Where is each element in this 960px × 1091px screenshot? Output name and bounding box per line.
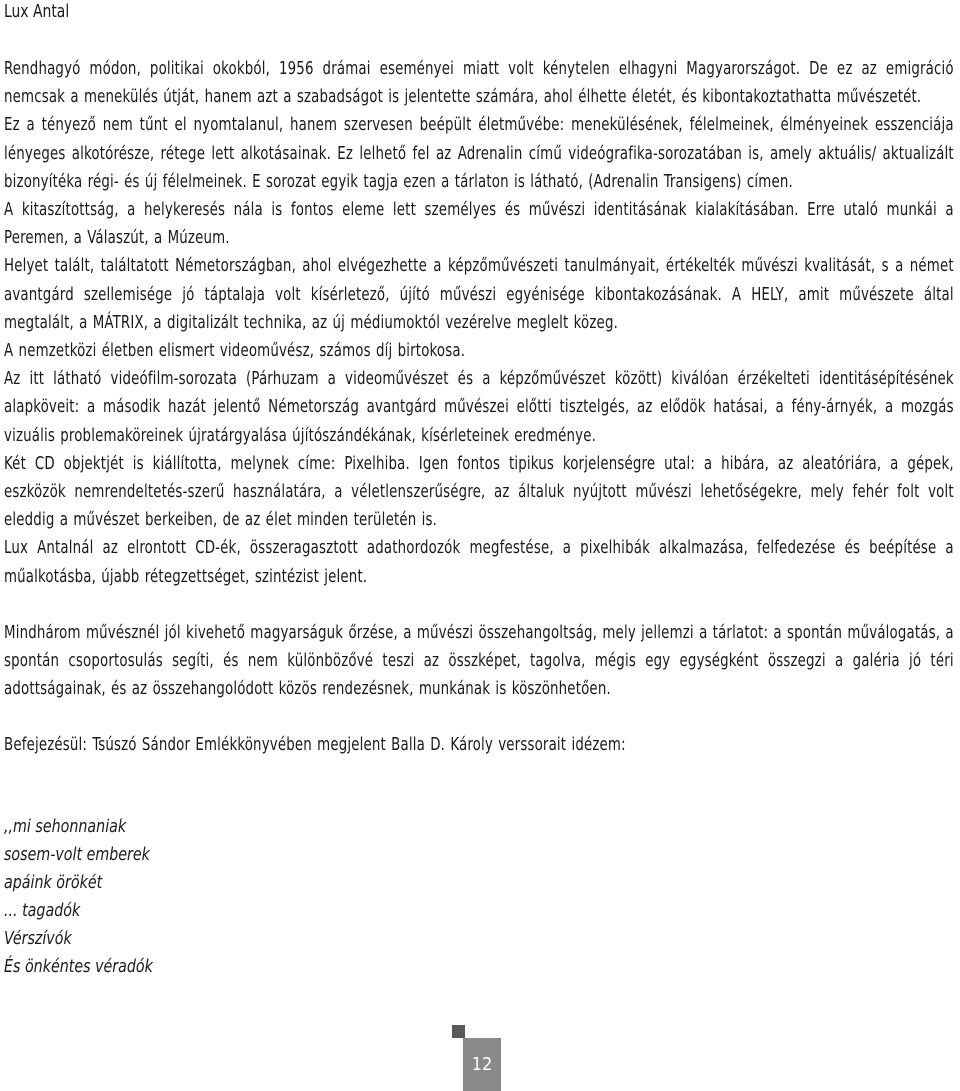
poem-line: ... tagadók [4, 900, 81, 921]
page-number: 12 [463, 1038, 501, 1091]
poem-quote [4, 813, 153, 981]
page-number-accent [452, 1025, 465, 1038]
spacer [4, 703, 954, 731]
closing-paragraph: Mindhárom művésznél jól kivehető magyarságuk őrzése, a művészi összehangoltság, mely jellemzi a tárlatot: a spontán műválogatás, a spontán csoportosulás segíti, és nem különbözővé teszi az összképet, tagolva, mégis egy egységként összegzi a galéria jó téri adottságainak, és az összehangolódott közös rendezésnek, munkának is köszönhetően. [4, 622, 954, 700]
paragraph: Ez a tényező nem tűnt el nyomtalanul, hanem szervesen beépült életművébe: menekülésének, félelmeinek, élményeinek esszenciája lényeges alkotórésze, rétege lett alkotásainak. Ez lelhető fel az Adrenalin című videógrafika-sorozatában is, amely aktuális/ aktualizált bizonyítéka régi- és új félelmeinek. E sorozat egyik tagja ezen a tárlaton is látható, (Adrenalin Transigens) címen. [4, 115, 954, 192]
article-body [4, 55, 954, 760]
poem-line: apáink örökét [4, 872, 103, 893]
paragraph: A kitaszítottság, a helykeresés nála is fontos eleme lett személyes és művészi identitásának kialakításában. Erre utaló munkái a Peremen, a Válaszút, a Múzeum. [4, 200, 954, 249]
paragraph: Helyet talált, találtatott Németországban, ahol elvégezhette a képzőművészeti tanulmányait, értékelték művészi kvalitását, s a német avantgárd szellemisége jó táptalaja volt kísérletező, újító művészi egyénisége kibontakozásának. A HELY, amit művészete által megtalált, a MÁTRIX, a digitalizált technika, az új médiumoktól vezérelve meglelt közeg. [4, 256, 954, 333]
poem-line: sosem-volt emberek [4, 844, 150, 865]
paragraph: A nemzetközi életben elismert videoművész, számos díj birtokosa. [4, 341, 466, 362]
poem-line: ,,mi sehonnaniak [4, 816, 127, 837]
paragraph: Lux Antalnál az elrontott CD-ék, összeragasztott adathordozók megfestése, a pixelhibák alkalmazása, felfedezése és beépítése a műalkotásba, újabb rétegzettséget, szintézist jelent. [4, 538, 954, 587]
paragraph: Rendhagyó módon, politikai okokból, 1956 drámai eseményei miatt volt kénytelen elhagyni Magyarországot. De ez az emigráció nemcsak a menekülés útját, hanem azt a szabadságot is jelentette számára, ahol élhette életét, és kibontakoztathatta művészetét. [4, 59, 954, 108]
paragraph: Két CD objektjét is kiállította, melynek címe: Pixelhiba. Igen fontos tipikus korjelenségre utal: a hibára, az aleatóriára, a gépek, eszközök nemrendeltetés-szerű használatára, a véletlenszerűségre, az általuk nyújtott művészi lehetőségekre, mely fehér folt volt eleddig a művészet berkeiben, de az élet minden területén is. [4, 453, 954, 531]
spacer [4, 591, 954, 619]
poem-line: És önkéntes véradók [4, 956, 153, 977]
poem-line: Vérszívók [4, 928, 72, 949]
intro-line: Befejezésül: Tsúszó Sándor Emlékkönyvében megjelent Balla D. Károly verssorait idézem: [4, 735, 626, 756]
paragraph: Az itt látható videófilm-sorozata (Párhuzam a videoművészet és a képzőművészet között) kiválóan érzékelteti identitásépítésének alapköveit: a második hazát jelentő Németország avantgárd művészei előtti tisztelgés, az elődök hatásai, a fény-árnyék, a mozgás vizuális problemaköreinek újratárgyalása újítószándékának, kísérleteinek eredménye. [4, 369, 954, 446]
author-heading: Lux Antal [4, 1, 70, 22]
